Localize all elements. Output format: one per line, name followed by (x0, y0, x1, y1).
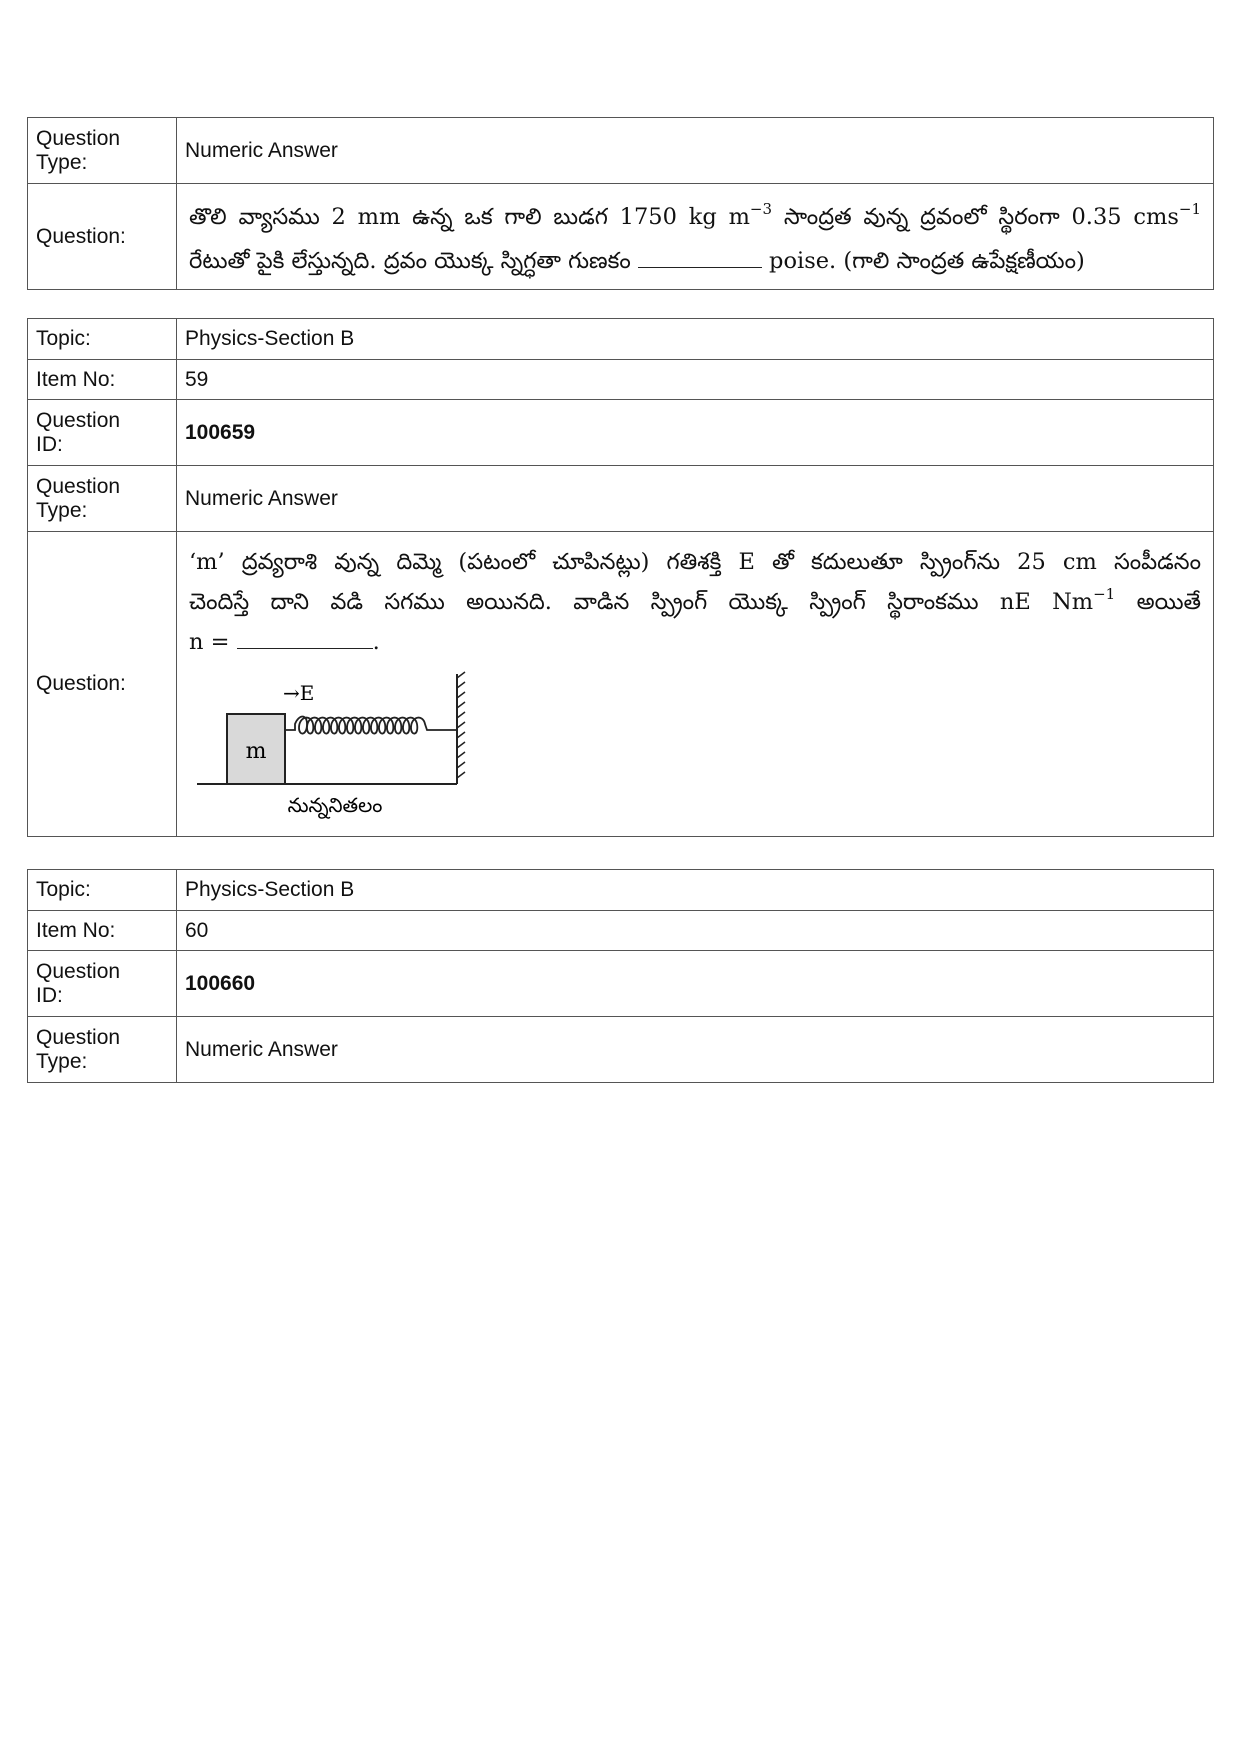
item-no-value: 60 (177, 911, 1214, 951)
question-type-value: Numeric Answer (177, 118, 1214, 184)
item-no-value: 59 (177, 360, 1214, 400)
question-type-row (28, 1017, 1214, 1083)
question-line-1: తొలి వ్యాసము 2 mm ఉన్న ఒక గాలి బుడగ 1750 kg $m^{-3}$ సాంద్రత వున్న ద్రవంలో స్థిరంగా 0.35 cms$^{-1}$ (189, 199, 1201, 230)
topic-row (28, 870, 1214, 911)
question-label: Question: (28, 184, 177, 290)
question-type-row (28, 466, 1214, 532)
question-type-row (28, 118, 1214, 184)
question-type-value: Numeric Answer (177, 466, 1214, 532)
question-line-2: చెందిస్తే దాని వడి సగము అయినది. వాడిన స్ప్రింగ్ యొక్క స్ప్రింగ్ స్థిరాంకము nE $Nm^{-1}$ అయితే (189, 585, 1202, 615)
question-type-label: Question Type: (28, 118, 177, 184)
spring (285, 717, 457, 734)
item-no-label: Item No: (28, 911, 177, 951)
question-id-value: 100660 (177, 951, 1214, 1017)
question-id-row (28, 951, 1214, 1017)
wall-hatching (457, 672, 465, 778)
question-type-value: Numeric Answer (177, 1017, 1214, 1083)
question-id-value: 100659 (177, 400, 1214, 466)
question-label: Question: (28, 532, 177, 837)
question-table-3 (27, 869, 1214, 1083)
energy-label: →E (283, 681, 315, 705)
answer-blank (237, 630, 373, 649)
question-id-label: Question ID: (28, 951, 177, 1017)
question-line-3: n = . (189, 629, 380, 655)
question-row (28, 532, 1214, 837)
topic-row (28, 319, 1214, 360)
item-no-row (28, 360, 1214, 400)
item-no-row (28, 911, 1214, 951)
question-id-label: Question ID: (28, 400, 177, 466)
surface-label: నున్ననితలం (287, 793, 383, 817)
block-spring-figure (195, 666, 485, 831)
topic-value: Physics-Section B (177, 870, 1214, 911)
question-text (177, 184, 1214, 290)
question-id-row (28, 400, 1214, 466)
question-table-2 (27, 318, 1214, 837)
question-line-2: రేటుతో పైకి లేస్తున్నది. ద్రవం యొక్క స్నిగ్ధతా గుణకం poise. (గాలి సాంద్రత ఉపేక్షణీయం) (189, 247, 1085, 274)
item-no-label: Item No: (28, 360, 177, 400)
answer-blank (638, 249, 762, 268)
topic-value: Physics-Section B (177, 319, 1214, 360)
question-line-1: ‘m’ ద్రవ్యరాశి వున్న దిమ్మె (పటంలో చూపినట్లు) గతిశక్తి E తో కదులుతూ స్ప్రింగ్‌ను 25 cm సంపీడనం (189, 549, 1201, 575)
question-row (28, 184, 1214, 290)
mass-label: m (245, 739, 267, 764)
topic-label: Topic: (28, 319, 177, 360)
question-text (177, 532, 1214, 837)
question-table-1 (27, 117, 1214, 290)
question-type-label: Question Type: (28, 1017, 177, 1083)
question-type-label: Question Type: (28, 466, 177, 532)
topic-label: Topic: (28, 870, 177, 911)
